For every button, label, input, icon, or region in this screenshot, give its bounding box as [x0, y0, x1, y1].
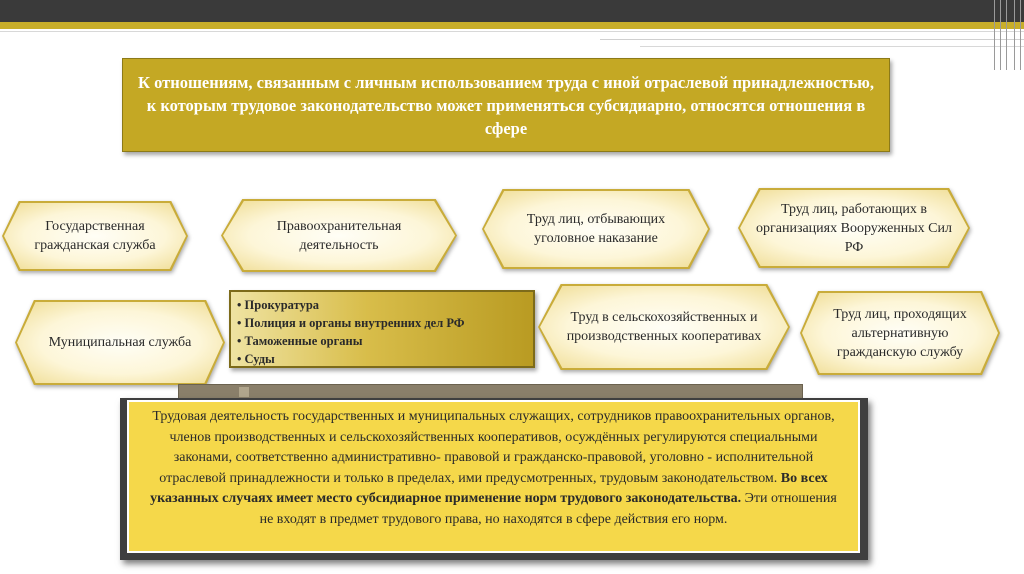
summary-text: Трудовая деятельность государственных и муниципальных служащих, сотрудников правоохранительных органов, членов производственных и сельскохозяйственных кооперативов, осуждённых регулируются специальными законами, соответственно административно- правовой и гражданско-правовой, уголовно - исполнительной отраслевой принадлежности и только в пределах, ими предусмотренных, трудовым законодательством.	[152, 409, 835, 486]
hex-label: Муниципальная служба	[48, 335, 192, 350]
summary-text-end: Эти отношения не входят в предмет трудового права, но находятся в сфере действия его норм.	[259, 491, 837, 527]
hex-label: Правоохранительная деятельность	[276, 218, 402, 253]
gold-accent-line	[0, 22, 1024, 29]
hex-label: Труд лиц, проходящих альтернативную гражданскую службу	[833, 306, 967, 360]
hex-cooperatives-labor[interactable]	[538, 284, 790, 370]
hex-label: Государственная гражданская служба	[34, 219, 156, 253]
hex-state-civil-service[interactable]	[2, 201, 188, 271]
hex-convicts-labor[interactable]	[482, 189, 710, 269]
list-item: • Полиция и органы внутренних дел РФ	[237, 314, 527, 332]
hex-label: Труд лиц, работающих в организациях Вооруженных Сил РФ	[756, 201, 952, 255]
summary-text-box	[127, 400, 860, 553]
corner-decoration	[988, 0, 1024, 70]
list-item: • Прокуратура	[237, 296, 527, 314]
summary-bold-text: Во всех указанных случаях имеет место субсидиарное применение норм трудового законодательства.	[150, 470, 828, 506]
slide-title: К отношениям, связанным с личным использованием труда с иной отраслевой принадлежностью, к которым трудовое законодательство может применяться субсидиарно, относятся отношения в сфере	[122, 58, 890, 152]
hex-law-enforcement[interactable]	[221, 199, 457, 272]
divider-line	[0, 31, 1024, 32]
list-item: • Суды	[237, 350, 527, 368]
law-enforcement-bodies-list	[229, 290, 535, 368]
divider-line	[600, 39, 1024, 40]
hex-armed-forces-labor[interactable]	[738, 188, 970, 268]
hex-alternative-service-labor[interactable]	[800, 291, 1000, 375]
hex-label: Труд лиц, отбывающих уголовное наказание	[526, 212, 666, 246]
top-bar	[0, 0, 1024, 22]
hex-municipal-service[interactable]	[15, 300, 225, 385]
divider-line	[640, 46, 1024, 47]
list-item: • Таможенные органы	[237, 332, 527, 350]
hex-label: Труд в сельскохозяйственных и производственных кооперативах	[566, 310, 762, 344]
